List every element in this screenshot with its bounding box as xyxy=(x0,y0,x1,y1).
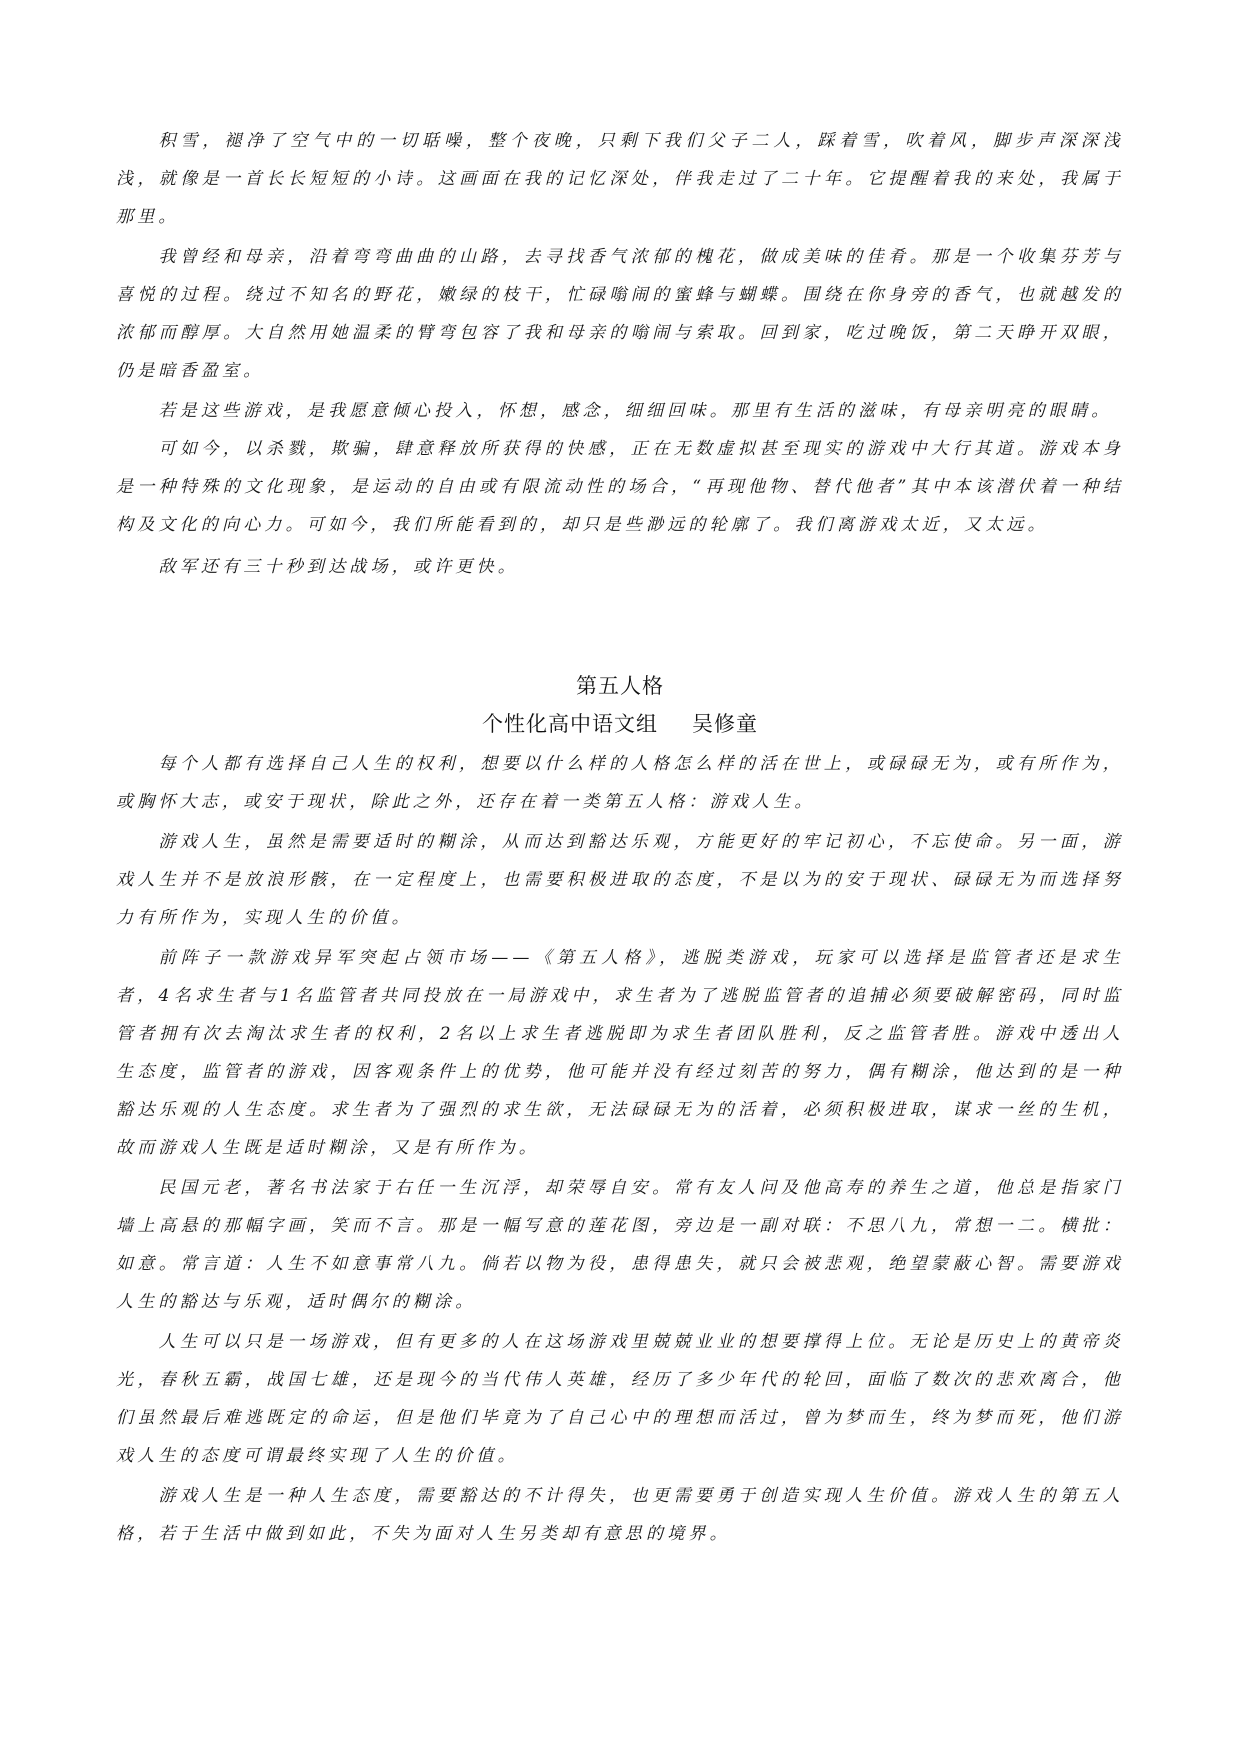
essay-title: 第五人格 xyxy=(576,674,664,698)
paragraph: 若是这些游戏，是我愿意倾心投入，怀想，感念，细细回味。那里有生活的滋味，有母亲明亮的眼睛。 xyxy=(158,401,1113,421)
paragraph: 民国元老，著名书法家于右任一生沉浮，却荣辱自安。常有友人问及他高寿的养生之道，他总是指家门墙上高悬的那幅字画，笑而不言。那是一幅写意的莲花图，旁边是一副对联：不思八九，常想一二。横批：如意。常言道：人生不如意事常八九。倘若以物为役，患得患失，就只会被悲观，绝望蒙蔽心智。需要游戏人生的豁达与乐观，适时偶尔的糊涂。 xyxy=(116,1178,1124,1312)
section-one-body xyxy=(116,122,1124,586)
paragraph: 游戏人生，虽然是需要适时的糊涂，从而达到豁达乐观，方能更好的牢记初心，不忘使命。另一面，游戏人生并不是放浪形骸，在一定程度上，也需要积极进取的态度，不是以为的安于现状、碌碌无为而选择努力有所作为，实现人生的价值。 xyxy=(116,832,1124,928)
paragraph: 人生可以只是一场游戏，但有更多的人在这场游戏里兢兢业业的想要撑得上位。无论是历史上的黄帝炎光，春秋五霸，战国七雄，还是现今的当代伟人英雄，经历了多少年代的轮回，面临了数次的悲欢离合，他们虽然最后难逃既定的命运，但是他们毕竟为了自己心中的理想而活过，曾为梦而生，终为梦而死，他们游戏人生的态度可谓最终实现了人生的价值。 xyxy=(116,1332,1124,1466)
section-two-body xyxy=(116,745,1124,1553)
paragraph: 可如今，以杀戮，欺骗，肆意释放所获得的快感，正在无数虚拟甚至现实的游戏中大行其道。游戏本身是一种特殊的文化现象，是运动的自由或有限流动性的场合，“再现他物、替代他者”其中本该潜伏着一种结构及文化的向心力。可如今，我们所能看到的，却只是些渺远的轮廓了。我们离游戏太近，又太远。 xyxy=(116,439,1124,535)
paragraph: 我曾经和母亲，沿着弯弯曲曲的山路，去寻找香气浓郁的槐花，做成美味的佳肴。那是一个收集芬芳与喜悦的过程。绕过不知名的野花，嫩绿的枝干，忙碌嗡闹的蜜蜂与蝴蝶。围绕在你身旁的香气，也就越发的浓郁而醇厚。大自然用她温柔的臂弯包容了我和母亲的嗡闹与索取。回到家，吃过晚饭，第二天睁开双眼，仍是暗香盈室。 xyxy=(116,247,1124,381)
byline-author: 吴修童 xyxy=(692,712,758,736)
essay-byline xyxy=(0,708,1240,738)
paragraph: 积雪，褪净了空气中的一切聒噪，整个夜晚，只剩下我们父子二人，踩着雪，吹着风，脚步声深深浅浅，就像是一首长长短短的小诗。这画面在我的记忆深处，伴我走过了二十年。它提醒着我的来处，我属于那里。 xyxy=(116,131,1124,227)
byline-group: 个性化高中语文组 xyxy=(482,712,658,736)
paragraph: 敌军还有三十秒到达战场，或许更快。 xyxy=(158,557,519,577)
paragraph: 游戏人生是一种人生态度，需要豁达的不计得失，也更需要勇于创造实现人生价值。游戏人生的第五人格，若于生活中做到如此，不失为面对人生另类却有意思的境界。 xyxy=(116,1486,1124,1544)
paragraph: 前阵子一款游戏异军突起占领市场——《第五人格》，逃脱类游戏，玩家可以选择是监管者还是求生者，4名求生者与1名监管者共同投放在一局游戏中，求生者为了逃脱监管者的追捕必须要破解密码，同时监管者拥有次去淘汰求生者的权利，2名以上求生者逃脱即为求生者团队胜利，反之监管者胜。游戏中透出人生态度，监管者的游戏，因客观条件上的优势，他可能并没有经过刻苦的努力，偶有糊涂，他达到的是一种豁达乐观的人生态度。求生者为了强烈的求生欲，无法碌碌无为的活着，必须积极进取，谋求一丝的生机，故而游戏人生既是适时糊涂，又是有所作为。 xyxy=(116,948,1124,1158)
paragraph: 每个人都有选择自己人生的权利，想要以什么样的人格怎么样的活在世上，或碌碌无为，或有所作为，或胸怀大志，或安于现状，除此之外，还存在着一类第五人格：游戏人生。 xyxy=(116,754,1124,812)
